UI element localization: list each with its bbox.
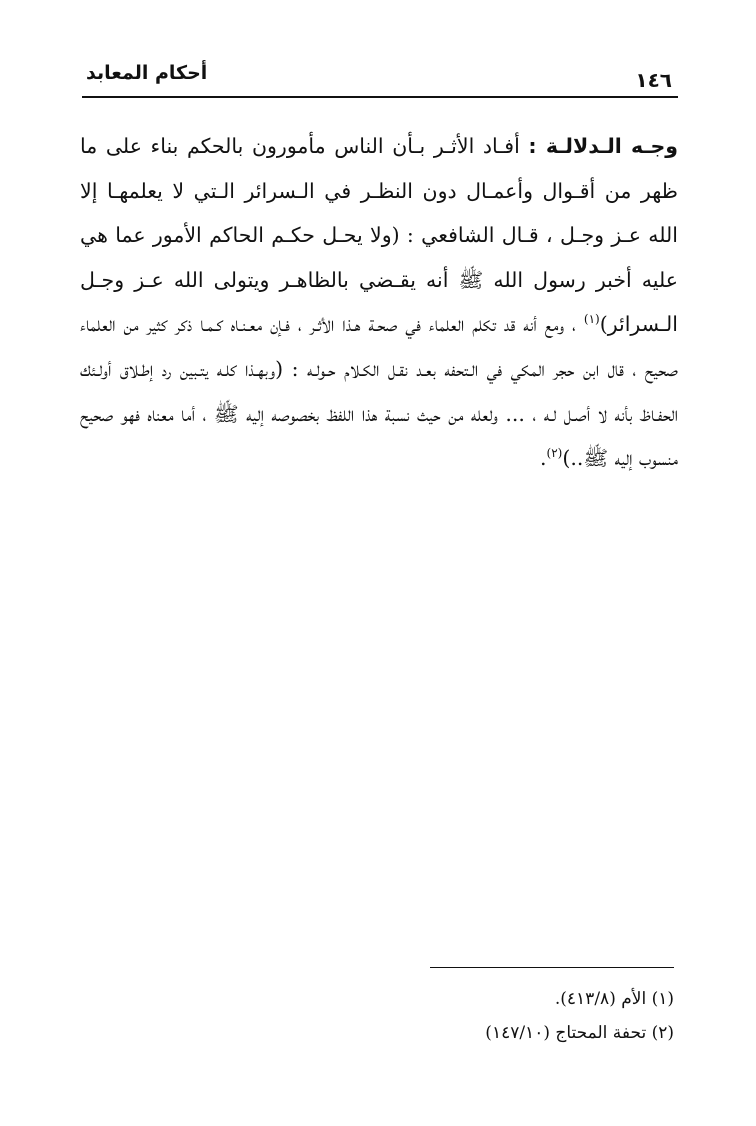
running-header-title: أحكام المعابد [86,62,208,84]
footnote-reference-2: (٢) [546,446,563,461]
running-header [82,60,678,98]
footnote-item-2: (٢) تحفة المحتاج (١٤٧/١٠) [485,1023,674,1043]
paragraph-text-part-2: ، ومع أنه قد تكلم العلماء في صحـة هـذا الأثـر ، فـإن معـنـاه كـمـا ذكر كثير من العلماء صحيح ، قال ابن حجر المكي في الـتحفه بعـد نقـل الكـلام حـولـه : (وبهـذا كلـه يتـبين رد إطـلاق أولـئك الحفـاظ بأنه لا أصـل لـه ، ... ولعله من حيث نسبة هذا اللفظ بخصوصه إليه ﷺ ، أما معناه فهو صحيح منسوب إليه ﷺ..) [80,312,678,471]
paragraph-text-part-1: أفـاد الأثـر بـأن الناس مأمورون بالحكم بناء على ما ظهر من أقـوال وأعمـال دون النظـر في الـسرائر الـتي لا يعلمهـا إلا الله عـز وجـل ، قـال الشافعي : (ولا يحـل حكـم الحاكم الأمور عما هي عليه أخبر رسول الله ﷺ أنه يقـضي بالظاهـر ويتولى الله عـز وجـل الـسرائر) [80,134,678,337]
body-paragraph [80,124,678,481]
paragraph-end-punctuation: . [539,446,547,471]
footnote-separator-rule [430,967,674,968]
footnote-reference-1: (١) [583,312,600,327]
footnote-item-1: (١) الأم (٤١٣/٨). [554,989,674,1009]
page-number: ١٤٦ [635,68,672,92]
paragraph-lead-label: وجـه الـدلالـة : [528,134,679,158]
footnotes-section [300,982,674,1050]
